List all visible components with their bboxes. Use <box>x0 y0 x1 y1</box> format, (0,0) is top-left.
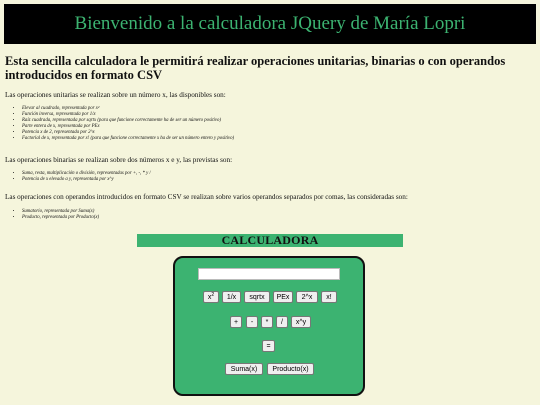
subtract-button[interactable]: - <box>246 316 258 328</box>
page-title: Bienvenido a la calculadora JQuery de María Lopri <box>74 13 466 34</box>
pow2-button[interactable]: 2^x <box>296 291 318 303</box>
list-item: • Producto, representada por Producto(x) <box>22 215 99 221</box>
intro-text: Esta sencilla calculadora le permitirá realizar operaciones unitarias, binarias o con operandos introducidos en formato CSV <box>5 54 506 82</box>
list-item: • Potencia x de 2, representada por 2^x <box>22 130 234 136</box>
unary-list <box>12 106 234 143</box>
square-button-exponent: 2 <box>211 292 215 298</box>
sum-button[interactable]: Suma(x) <box>225 363 263 375</box>
list-item: • Potencia de x elevado a y, representada por x^y <box>22 177 151 183</box>
list-item: • Parte entera de x, representada por PEx <box>22 124 234 130</box>
product-button[interactable]: Producto(x) <box>267 363 314 375</box>
inverse-button[interactable]: 1/x <box>222 291 241 303</box>
power-button[interactable]: x^y <box>291 316 311 328</box>
list-item: • Factorial de x, representada por x! (para que funcione correctamente x ha de ser un número entero y positivo) <box>22 136 234 142</box>
calculator-title-bar <box>137 234 403 247</box>
factorial-button[interactable]: x! <box>321 291 337 303</box>
binary-list <box>12 171 151 183</box>
list-item: • Elevar al cuadrado, representada por x² <box>22 106 234 112</box>
list-item: • Suma, resta, multiplicación o división, representadas por +, -, * y / <box>22 171 151 177</box>
unary-heading: Las operaciones unitarias se realizan sobre un número x, las disponibles son: <box>5 91 226 99</box>
add-button[interactable]: + <box>230 316 242 328</box>
list-item: • Función inversa, representada por 1/x <box>22 112 234 118</box>
multiply-button[interactable]: * <box>261 316 273 328</box>
binary-heading: Las operaciones binarias se realizan sobre dos números x e y, las previstas son: <box>5 156 233 164</box>
list-item: • Sumatorio, representada por Suma(x) <box>22 209 99 215</box>
divide-button[interactable]: / <box>276 316 288 328</box>
list-item: • Raíz cuadrada, representada por sqrtx (para que funcione correctamente ha de ser un número positivo) <box>22 118 234 124</box>
header-banner <box>4 4 536 44</box>
integer-part-button[interactable]: PEx <box>273 291 293 303</box>
sqrt-button[interactable]: sqrtx <box>244 291 270 303</box>
equals-button[interactable]: = <box>262 340 275 352</box>
calculator-display-input[interactable] <box>198 268 340 280</box>
calculator-title: CALCULADORA <box>221 233 319 247</box>
csv-heading: Las operaciones con operandos introducidos en formato CSV se realizan sobre varios operandos separados por comas, las consideradas son: <box>5 193 408 201</box>
square-button-base: x <box>207 293 212 301</box>
csv-list <box>12 209 99 221</box>
square-button[interactable] <box>203 291 219 303</box>
